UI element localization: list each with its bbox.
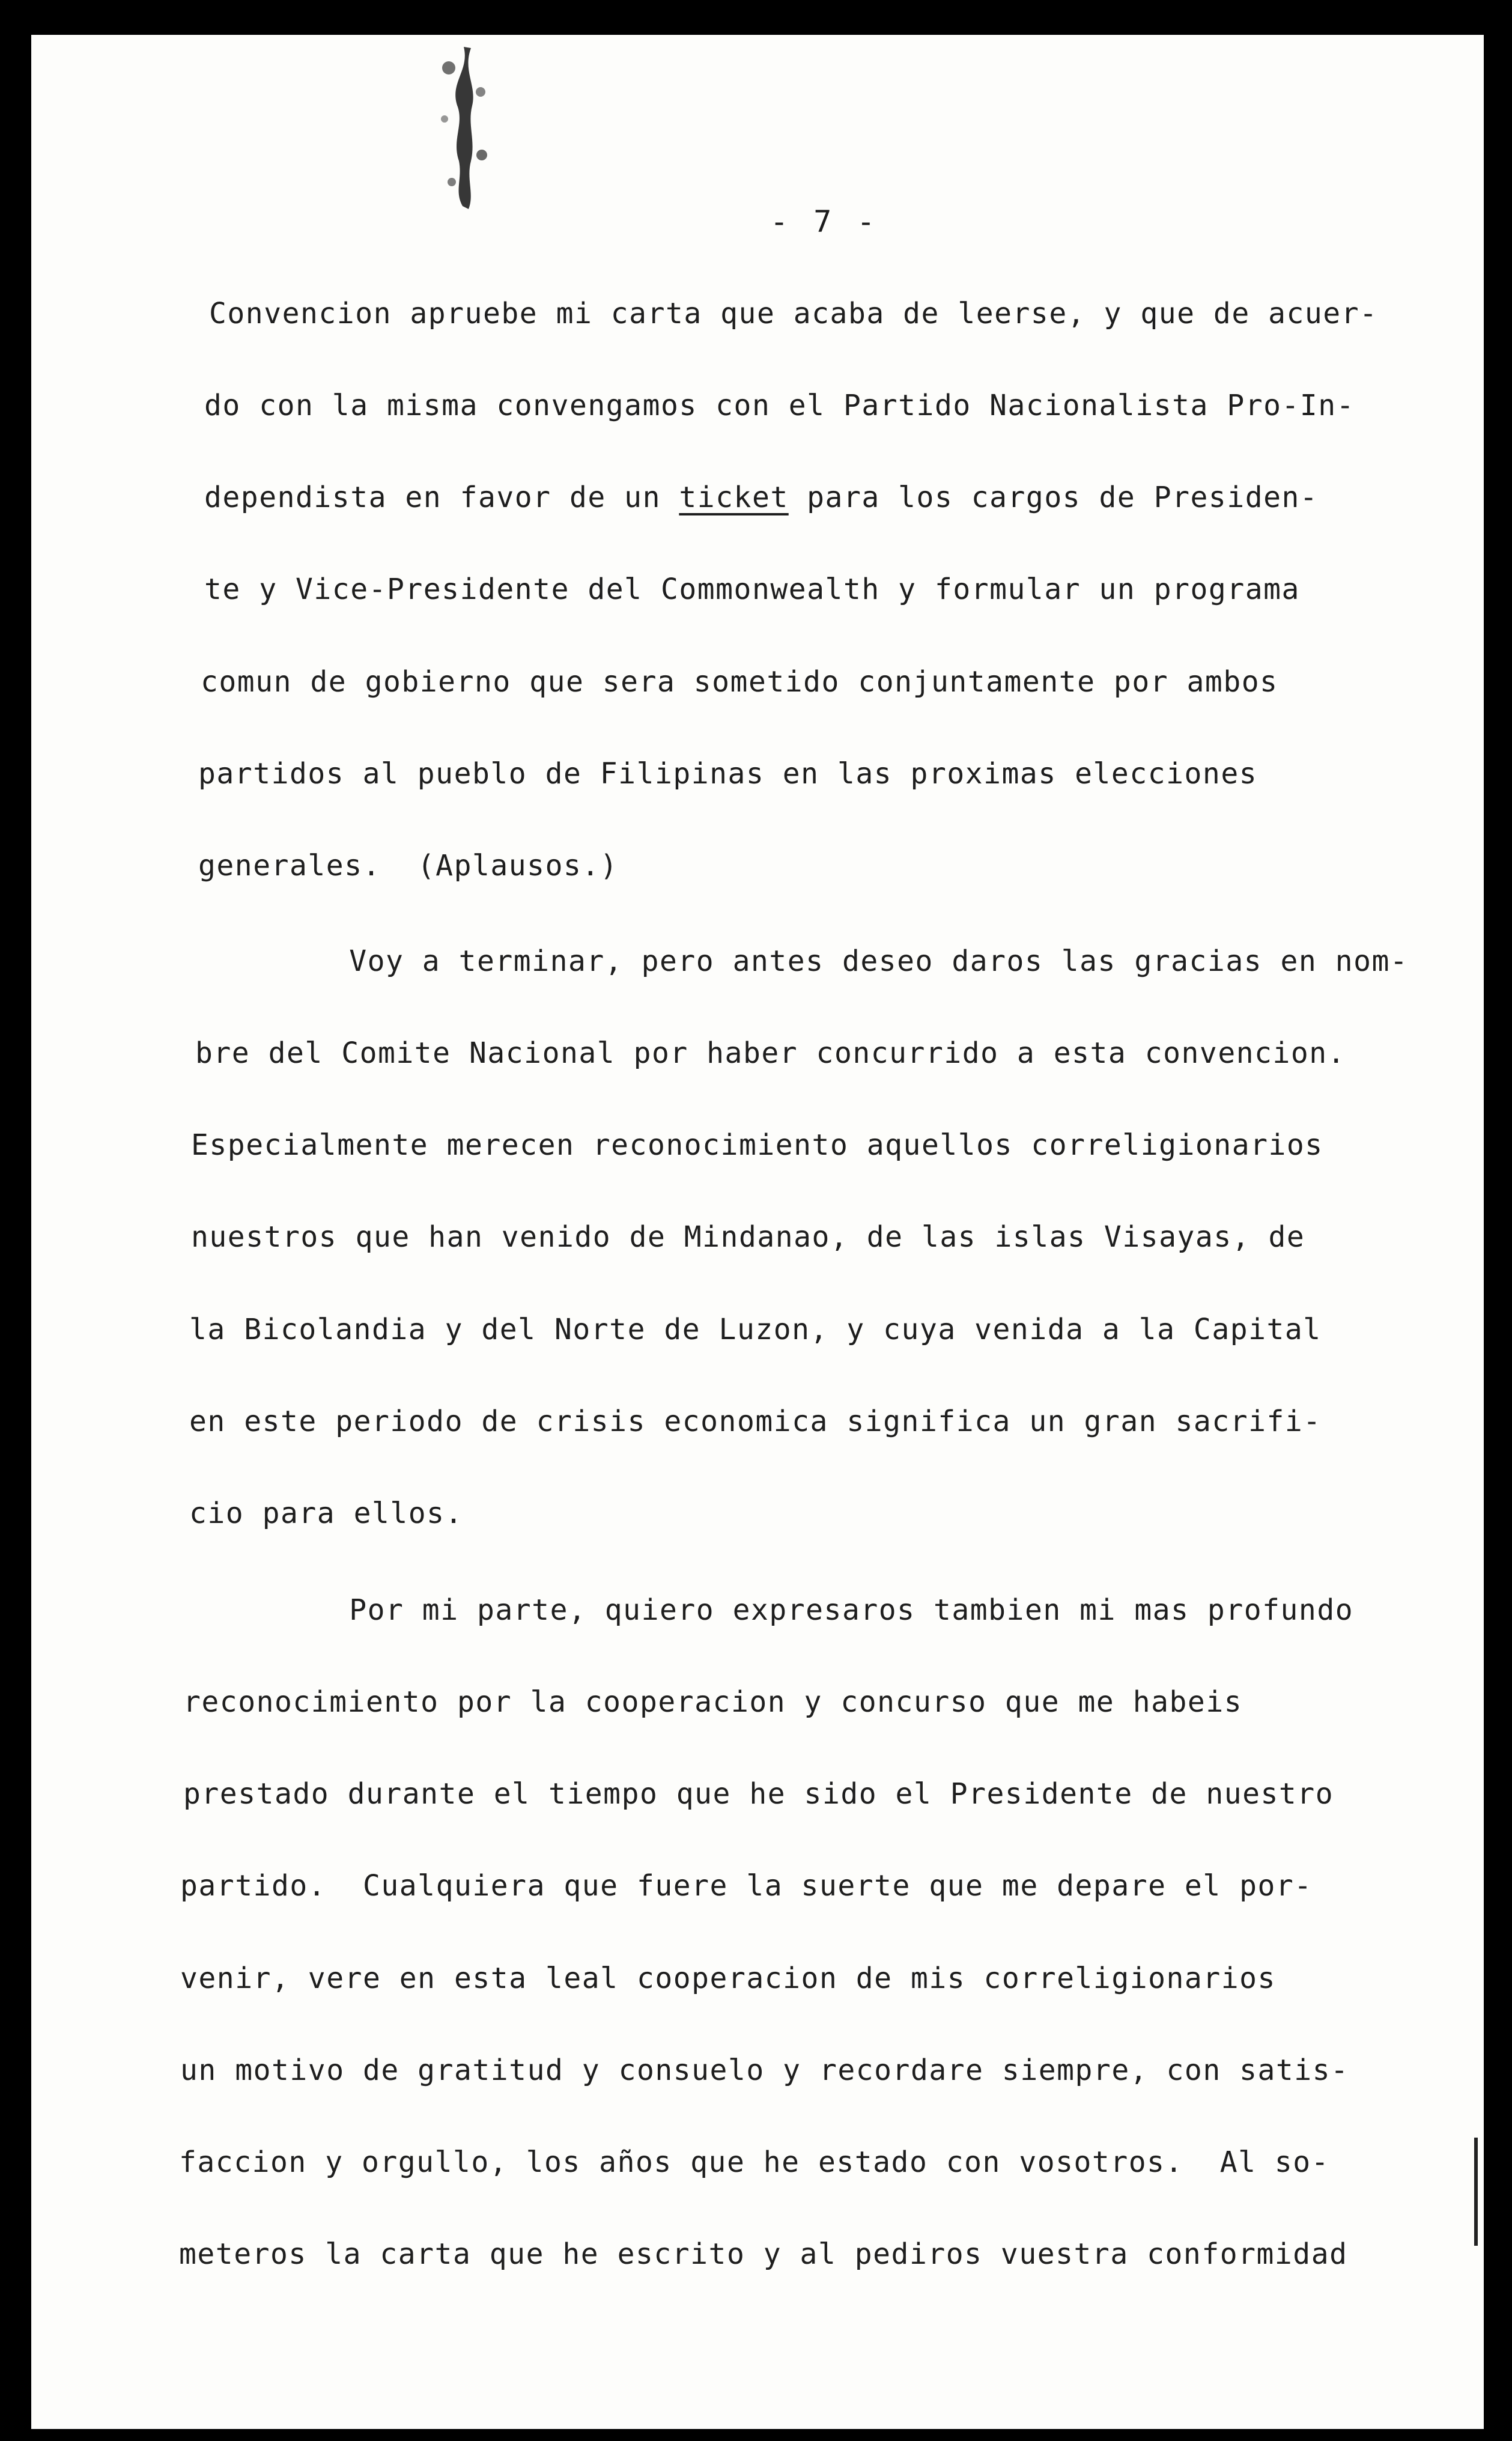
text-line: nuestros que han venido de Mindanao, de las islas Visayas, de xyxy=(191,1220,1305,1254)
text-line xyxy=(204,479,1318,515)
text-line: faccion y orgullo, los años que he estado con vosotros. Al so- xyxy=(179,2145,1330,2179)
text-line: partido. Cualquiera que fuere la suerte que me depare el por- xyxy=(180,1869,1313,1903)
text-line: Convencion apruebe mi carta que acaba de leerse, y que de acuer- xyxy=(209,297,1378,330)
text-line: bre del Comite Nacional por haber concurrido a esta convencion. xyxy=(195,1036,1346,1070)
document-page xyxy=(31,35,1484,2429)
page-number: - 7 - xyxy=(770,204,879,239)
text-line: venir, vere en esta leal cooperacion de mis correligionarios xyxy=(180,1962,1276,1995)
text-line: prestado durante el tiempo que he sido el Presidente de nuestro xyxy=(183,1777,1334,1811)
text-line: Voy a terminar, pero antes deseo daros las gracias en nom- xyxy=(294,944,1409,978)
text-line: comun de gobierno que sera sometido conjuntamente por ambos xyxy=(201,665,1278,699)
text-segment: dependista en favor de un xyxy=(204,481,679,514)
text-line: meteros la carta que he escrito y al pediros vuestra conformidad xyxy=(179,2237,1348,2271)
text-segment: para los cargos de Presiden- xyxy=(788,481,1319,514)
text-line: reconocimiento por la cooperacion y concurso que me habeis xyxy=(183,1685,1243,1719)
text-line: Por mi parte, quiero expresaros tambien mi mas profundo xyxy=(294,1593,1354,1627)
text-line: generales. (Aplausos.) xyxy=(198,849,619,883)
text-line: partidos al pueblo de Filipinas en las proximas elecciones xyxy=(198,757,1258,791)
text-line: Especialmente merecen reconocimiento aquellos correligionarios xyxy=(191,1128,1323,1162)
text-line: en este periodo de crisis economica significa un gran sacrifi- xyxy=(189,1405,1322,1438)
body-text xyxy=(31,35,1484,2429)
text-line: la Bicolandia y del Norte de Luzon, y cuya venida a la Capital xyxy=(189,1313,1322,1346)
text-line: cio para ellos. xyxy=(189,1497,463,1530)
underlined-word: ticket xyxy=(679,481,789,514)
text-line: do con la misma convengamos con el Partido Nacionalista Pro-In- xyxy=(204,389,1355,422)
right-edge-scan-artifact xyxy=(1474,2138,1478,2246)
text-line: un motivo de gratitud y consuelo y recordare siempre, con satis- xyxy=(180,2053,1349,2087)
text-line: te y Vice-Presidente del Commonwealth y formular un programa xyxy=(204,573,1300,606)
